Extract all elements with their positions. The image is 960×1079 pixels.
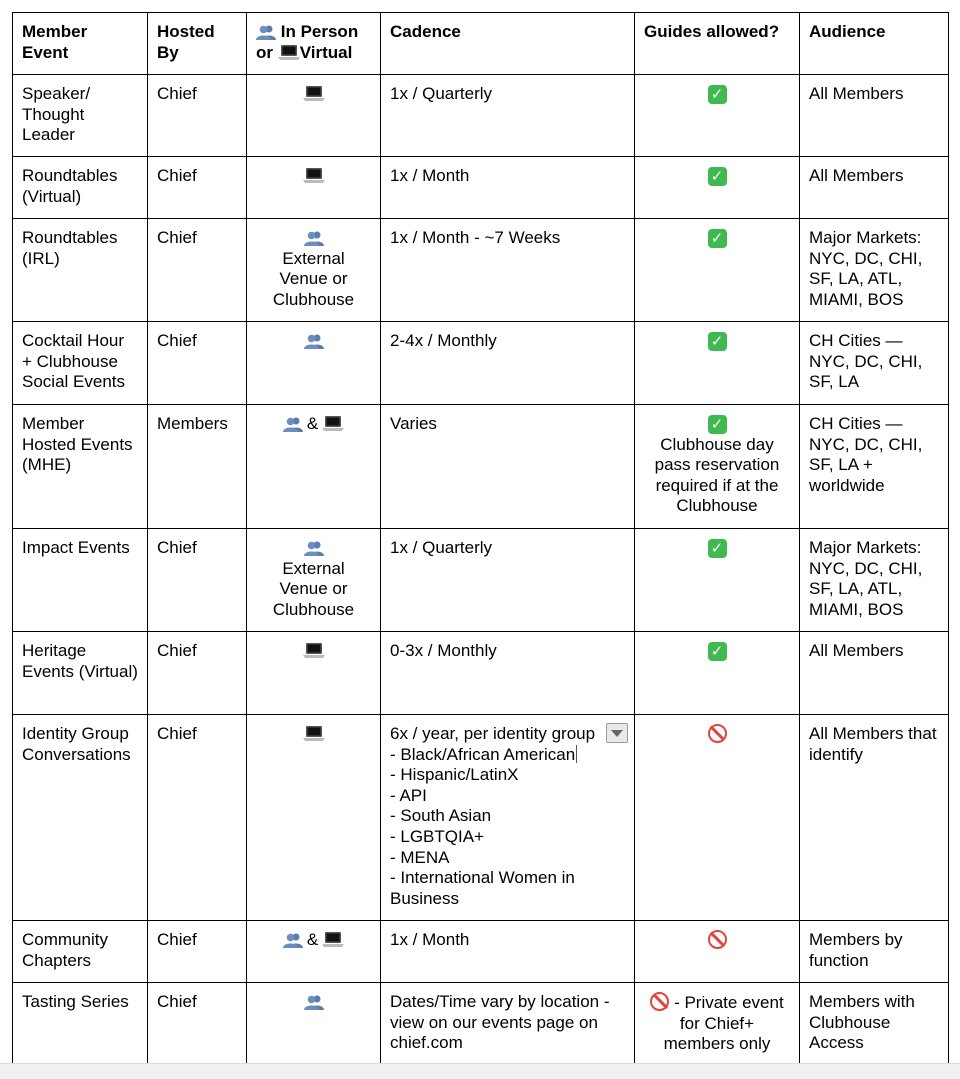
format-connector: & (306, 930, 319, 949)
guides-note: Clubhouse day pass reservation required if at the Clubhouse (654, 434, 780, 516)
hosted-by: Chief (148, 983, 247, 1065)
audience: All Members that identify (800, 715, 949, 921)
event-name: Member Hosted Events (MHE) (13, 405, 148, 529)
hosted-by: Members (148, 405, 247, 529)
check-mark-icon: ✓ (708, 167, 727, 186)
check-mark-icon: ✓ (708, 539, 727, 558)
laptop-icon (278, 44, 300, 61)
format-cell (247, 75, 381, 157)
cell-dropdown-button[interactable] (606, 723, 628, 743)
identity-group-list (390, 745, 625, 910)
table-row (13, 322, 949, 405)
header-member-event: Member Event (13, 13, 148, 75)
header-row (13, 13, 949, 75)
event-name: Speaker/ Thought Leader (13, 75, 148, 157)
cadence: 0-3x / Monthly (381, 632, 635, 715)
audience: Major Markets: NYC, DC, CHI, SF, LA, ATL, MIAMI, BOS (800, 219, 949, 322)
busts-in-silhouette-icon (283, 416, 303, 432)
no-entry-icon (650, 992, 669, 1011)
header-virtual-label: Virtual (299, 42, 353, 62)
audience: Major Markets: NYC, DC, CHI, SF, LA, ATL, MIAMI, BOS (800, 529, 949, 632)
format-cell (247, 157, 381, 219)
table-row (13, 983, 949, 1065)
audience: All Members (800, 75, 949, 157)
header-audience: Audience (800, 13, 949, 75)
header-format (247, 13, 381, 75)
event-name: Roundtables (Virtual) (13, 157, 148, 219)
header-cadence: Cadence (381, 13, 635, 75)
audience: All Members (800, 157, 949, 219)
check-mark-icon: ✓ (708, 229, 727, 248)
laptop-icon (303, 642, 325, 659)
format-cell (247, 529, 381, 632)
list-item: - MENA (390, 847, 450, 867)
event-name: Identity Group Conversations (13, 715, 148, 921)
format-cell (247, 632, 381, 715)
window-bottom-bar (0, 1063, 960, 1079)
audience: CH Cities — NYC, DC, CHI, SF, LA + worldwide (800, 405, 949, 529)
table-row (13, 219, 949, 322)
list-item: - International Women in Business (390, 868, 575, 908)
guides-cell (635, 983, 800, 1065)
guides-cell (635, 405, 800, 529)
check-mark-icon: ✓ (708, 332, 727, 351)
laptop-icon (303, 725, 325, 742)
hosted-by: Chief (148, 632, 247, 715)
hosted-by: Chief (148, 75, 247, 157)
guides-cell (635, 322, 800, 405)
busts-in-silhouette-icon (304, 230, 324, 246)
format-note: External Venue or Clubhouse (272, 558, 355, 619)
laptop-icon (303, 85, 325, 102)
format-connector: & (306, 414, 319, 433)
audience: Members by function (800, 921, 949, 983)
guides-cell (635, 219, 800, 322)
list-item: - Black/African American (390, 744, 576, 764)
format-cell (247, 715, 381, 921)
cadence: Varies (381, 405, 635, 529)
audience: All Members (800, 632, 949, 715)
format-cell (247, 322, 381, 405)
header-hosted-by: Hosted By (148, 13, 247, 75)
format-cell (247, 921, 381, 983)
table-row (13, 715, 949, 921)
guides-cell (635, 157, 800, 219)
cadence: 1x / Quarterly (381, 529, 635, 632)
laptop-icon (322, 931, 344, 948)
event-name: Heritage Events (Virtual) (13, 632, 148, 715)
hosted-by: Chief (148, 322, 247, 405)
event-name: Tasting Series (13, 983, 148, 1065)
hosted-by: Chief (148, 219, 247, 322)
busts-in-silhouette-icon (283, 932, 303, 948)
table-row (13, 75, 949, 157)
header-guides: Guides allowed? (635, 13, 800, 75)
table-row (13, 157, 949, 219)
guides-cell (635, 529, 800, 632)
audience: CH Cities — NYC, DC, CHI, SF, LA (800, 322, 949, 405)
laptop-icon (303, 167, 325, 184)
cadence: 2-4x / Monthly (381, 322, 635, 405)
no-entry-icon (708, 930, 727, 949)
audience: Members with Clubhouse Access (800, 983, 949, 1065)
header-or-label: or (256, 42, 273, 62)
format-cell (247, 983, 381, 1065)
event-name: Roundtables (IRL) (13, 219, 148, 322)
guides-cell (635, 632, 800, 715)
busts-in-silhouette-icon (304, 994, 324, 1010)
hosted-by: Chief (148, 529, 247, 632)
guides-cell (635, 75, 800, 157)
check-mark-icon: ✓ (708, 415, 727, 434)
cadence: 1x / Month - ~7 Weeks (381, 219, 635, 322)
hosted-by: Chief (148, 921, 247, 983)
format-cell (247, 219, 381, 322)
events-table (12, 12, 949, 1065)
format-cell (247, 405, 381, 529)
table-row (13, 529, 949, 632)
cadence: 6x / year, per identity group (390, 724, 596, 743)
header-in-person-label: In Person (280, 22, 359, 41)
guides-note: - Private event for Chief+ members only (663, 993, 784, 1054)
list-item: - API (390, 785, 427, 805)
table-row (13, 405, 949, 529)
list-item: - Hispanic/LatinX (390, 765, 519, 785)
hosted-by: Chief (148, 157, 247, 219)
busts-in-silhouette-icon (256, 24, 276, 40)
no-entry-icon (708, 724, 727, 743)
event-name: Community Chapters (13, 921, 148, 983)
format-note: External Venue or Clubhouse (272, 248, 355, 309)
guides-cell (635, 715, 800, 921)
cadence-cell[interactable] (381, 715, 635, 921)
event-name: Cocktail Hour + Clubhouse Social Events (13, 322, 148, 405)
check-mark-icon: ✓ (708, 85, 727, 104)
busts-in-silhouette-icon (304, 333, 324, 349)
hosted-by: Chief (148, 715, 247, 921)
laptop-icon (322, 415, 344, 432)
cadence: 1x / Quarterly (381, 75, 635, 157)
event-name: Impact Events (13, 529, 148, 632)
list-item: - South Asian (390, 806, 492, 826)
table-row (13, 632, 949, 715)
guides-cell (635, 921, 800, 983)
table-row (13, 921, 949, 983)
cadence: Dates/Time vary by location - view on our events page on chief.com (381, 983, 635, 1065)
cadence: 1x / Month (381, 157, 635, 219)
busts-in-silhouette-icon (304, 540, 324, 556)
list-item: - LGBTQIA+ (390, 826, 484, 846)
cadence: 1x / Month (381, 921, 635, 983)
text-cursor (576, 745, 577, 763)
check-mark-icon: ✓ (708, 642, 727, 661)
